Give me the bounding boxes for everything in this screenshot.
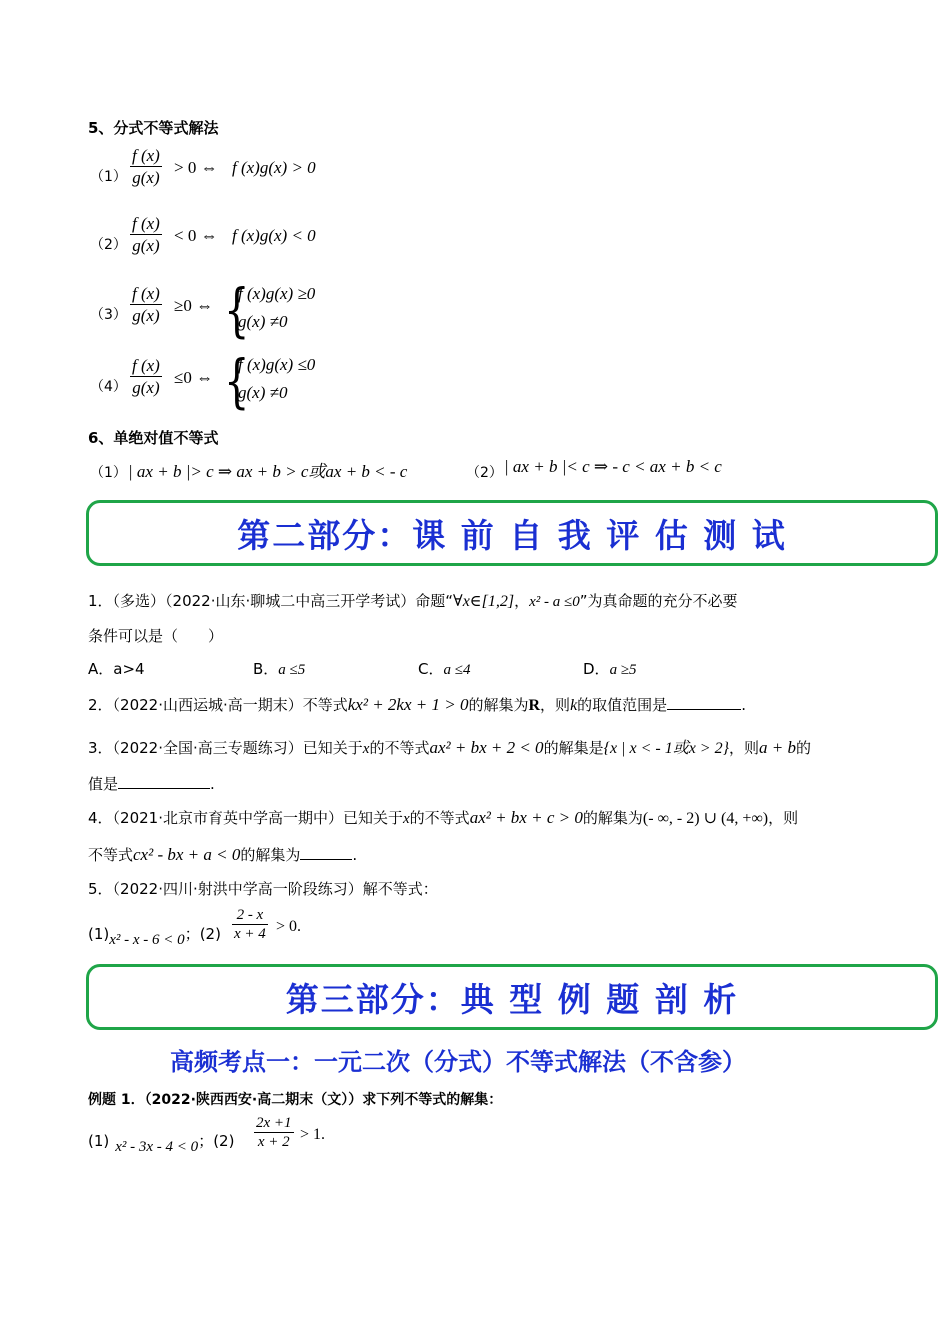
question-2: 2．（2022·山西运城·高一期末）不等式kx² + 2kx + 1 > 0的解集为R，则k的取值范围是 . — [88, 695, 746, 714]
option-a: A．a>4 — [88, 660, 145, 678]
item-label: （1） — [90, 169, 127, 185]
question-1-line-2: 条件可以是（ ） — [88, 627, 224, 645]
part-3-banner — [86, 964, 938, 1030]
operator: ≥0 ⇔ — [174, 296, 214, 315]
fraction — [130, 355, 162, 398]
system-line-1: f (x)g(x) ≤0 — [238, 355, 316, 374]
fraction — [130, 283, 162, 326]
denominator: g(x) — [132, 236, 160, 255]
abs-inequality-2: | ax + b |< c ⇒ - c < ax + b < c — [504, 457, 722, 476]
fraction — [130, 213, 162, 256]
option-b: B．a ≤5 — [253, 660, 306, 678]
numerator: f (x) — [132, 284, 160, 303]
item-label: （2） — [466, 465, 503, 481]
system-line-1: f (x)g(x) ≥0 — [238, 284, 316, 303]
question-4-line-2: 不等式cx² - bx + a < 0的解集为 . — [88, 845, 358, 864]
question-4: 4．（2021·北京市育英中学高一期中）已知关于x的不等式ax² + bx + c > 0的解集为(- ∞, - 2) ∪ (4, +∞)，则 — [88, 808, 799, 827]
rhs-expression: f (x)g(x) > 0 — [232, 158, 316, 177]
answer-blank[interactable] — [300, 845, 352, 860]
operator: > 0. — [276, 918, 302, 935]
denominator: g(x) — [132, 306, 160, 325]
question-5-part-1: (1)x² - x - 6 < 0；(2) — [88, 925, 221, 948]
question-3: 3．（2022·全国·高三专题练习）已知关于x的不等式ax² + bx + 2 < 0的解集是{x | x < - 1或x > 2}，则a + b的 — [88, 738, 812, 757]
numerator: f (x) — [132, 214, 160, 233]
option-c: C．a ≤4 — [418, 660, 471, 678]
numerator: f (x) — [132, 356, 160, 375]
part-3-title: 第三部分：典 型 例 题 剖 析 — [285, 979, 739, 1019]
item-label: （3） — [90, 307, 127, 323]
left-brace: { — [224, 348, 250, 416]
answer-blank[interactable] — [118, 774, 210, 789]
fraction: 2 - x x + 4 — [234, 907, 266, 942]
item-label: （4） — [90, 379, 127, 395]
section-6-title: 6、单绝对值不等式 — [88, 429, 219, 447]
operator: < 0 ⇔ — [174, 226, 218, 245]
key-point-title: 高频考点一：一元二次（分式）不等式解法（不含参） — [170, 1048, 746, 1076]
item-label: （2） — [90, 237, 127, 253]
operator: > 0 ⇔ — [174, 158, 218, 177]
fraction — [130, 145, 162, 188]
operator: > 1. — [300, 1126, 326, 1143]
denominator: g(x) — [132, 168, 160, 187]
answer-blank[interactable] — [667, 695, 741, 710]
option-d: D．a ≥5 — [583, 660, 637, 678]
denominator: g(x) — [132, 378, 160, 397]
numerator: f (x) — [132, 146, 160, 165]
abs-inequality-1: | ax + b |> c ⇒ ax + b > c或ax + b < - c — [128, 462, 408, 481]
system-line-2: g(x) ≠0 — [238, 383, 288, 402]
question-3-line-2: 值是 . — [88, 775, 215, 793]
part-2-title: 第二部分：课 前 自 我 评 估 测 试 — [237, 515, 787, 555]
question-5: 5．（2022·四川·射洪中学高一阶段练习）解不等式： — [88, 880, 438, 898]
example-1-title: 例题 1．（2022·陕西西安·高二期末（文））求下列不等式的解集： — [88, 1092, 503, 1108]
section-5-title: 5、分式不等式解法 — [88, 119, 219, 137]
question-1: 1．（多选）（2022·山东·聊城二中高三开学考试）命题“∀x∈[1,2]，x² - a ≤0”为真命题的充分不必要 — [88, 592, 738, 610]
fraction: 2x +1 x + 2 — [256, 1115, 292, 1150]
left-brace: { — [224, 277, 250, 345]
operator: ≤0 ⇔ — [174, 368, 214, 387]
part-2-banner — [86, 500, 938, 566]
rhs-expression: f (x)g(x) < 0 — [232, 226, 316, 245]
item-label: （1） — [90, 465, 127, 481]
example-1-part-1: (1) x² - 3x - 4 < 0；(2) — [88, 1132, 235, 1155]
system-line-2: g(x) ≠0 — [238, 312, 288, 331]
